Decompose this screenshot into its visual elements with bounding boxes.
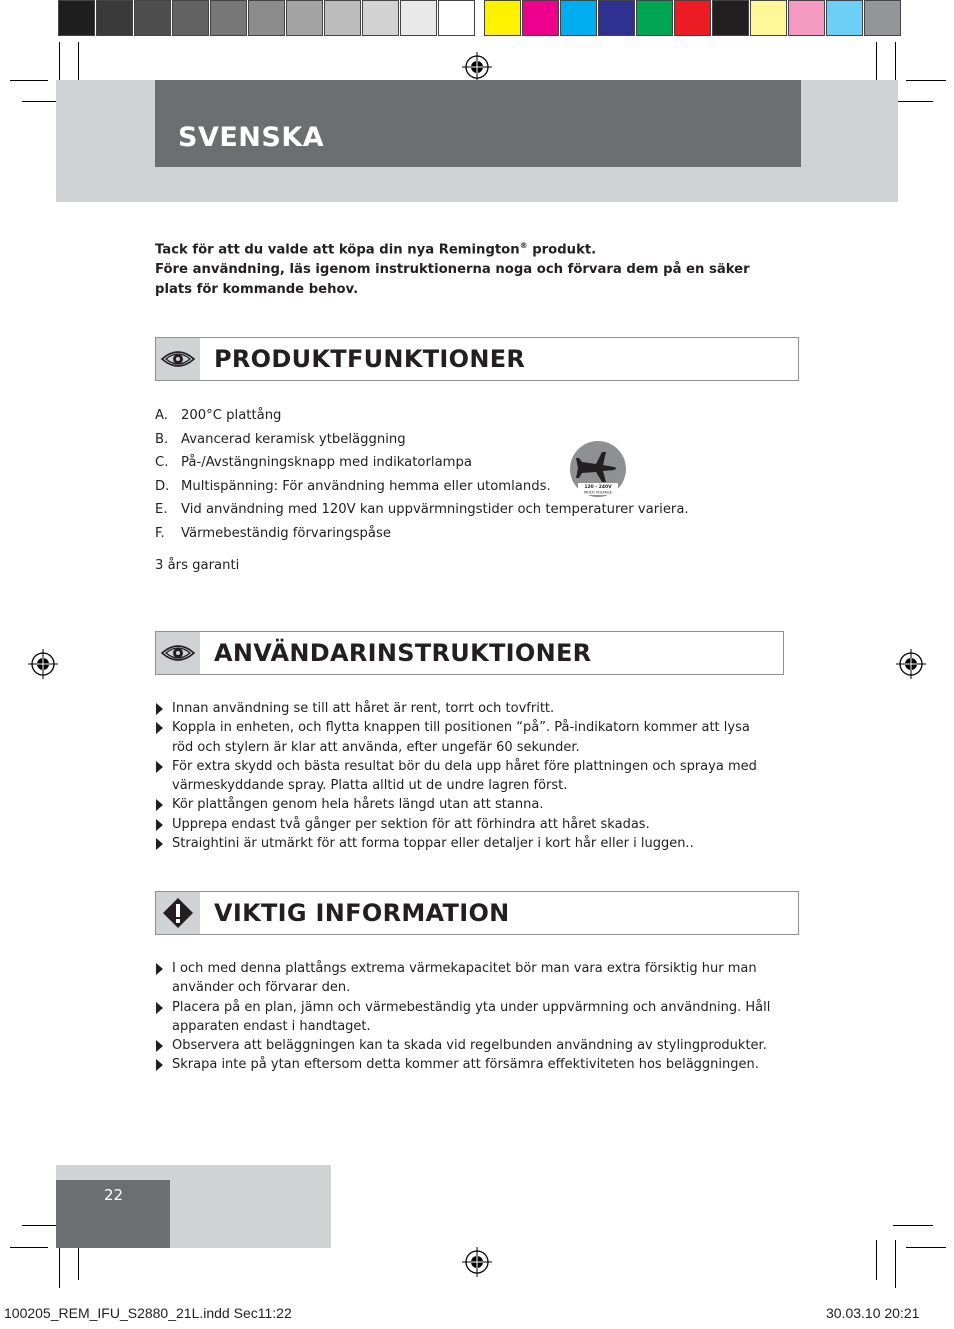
footer-date: 30.03.10 20:21	[826, 1305, 920, 1321]
intro-line-1b: produkt.	[527, 242, 597, 258]
crop-mark	[876, 1240, 877, 1280]
crop-mark	[895, 1240, 896, 1288]
list-item: Skrapa inte på ytan eftersom detta kommer att försämra effektiviteten hos beläggningen.	[155, 1055, 795, 1074]
page-title: SVENSKA	[178, 122, 325, 153]
color-swatch	[598, 0, 635, 36]
bullet-arrow-icon	[156, 1040, 163, 1052]
section-header-instructions	[155, 631, 784, 675]
color-swatch	[362, 0, 399, 36]
color-swatch	[96, 0, 133, 36]
crop-mark	[893, 1225, 933, 1226]
color-swatch	[134, 0, 171, 36]
color-swatch	[750, 0, 787, 36]
color-swatch	[400, 0, 437, 36]
badge-voltage: 120 - 240V	[584, 485, 612, 490]
color-bar-grayscale	[58, 0, 476, 38]
intro-text	[155, 236, 795, 300]
color-swatch	[248, 0, 285, 36]
eye-icon	[156, 632, 200, 674]
crop-mark	[10, 80, 48, 81]
color-swatch	[826, 0, 863, 36]
color-swatch	[560, 0, 597, 36]
important-list	[155, 959, 795, 1075]
list-item: Observera att beläggningen kan ta skada vid regelbunden användning av stylingprodukter.	[155, 1036, 795, 1055]
section-title-instructions: ANVÄNDARINSTRUKTIONER	[214, 639, 592, 667]
color-swatch	[864, 0, 901, 36]
color-swatch	[210, 0, 247, 36]
airplane-multi-voltage-icon	[568, 440, 628, 498]
color-swatch	[484, 0, 521, 36]
footer-file-info: 100205_REM_IFU_S2880_21L.indd Sec11:22	[4, 1305, 292, 1321]
list-item: D. Multispänning: För användning hemma eller utomlands.	[155, 478, 551, 494]
section-header-features	[155, 337, 799, 381]
section-header-important	[155, 891, 799, 935]
bullet-arrow-icon	[156, 761, 163, 773]
color-swatch	[172, 0, 209, 36]
list-item: Koppla in enheten, och flytta knappen till positionen “på”. På-indikatorn kommer att lysa röd och stylern är klar att använda, efter ungefär 60 sekunder.	[155, 718, 795, 757]
list-item: För extra skydd och bästa resultat bör du dela upp håret före plattningen och spraya med värmeskyddande spray. Platta alltid ut de undre lagren först.	[155, 757, 795, 796]
list-item: Straightini är utmärkt för att forma toppar eller detaljer i kort hår eller i luggen..	[155, 834, 795, 853]
color-swatch	[324, 0, 361, 36]
registration-mark-icon	[28, 649, 58, 679]
registered-mark: ®	[519, 241, 528, 250]
color-swatch	[438, 0, 475, 36]
color-swatch	[788, 0, 825, 36]
bullet-arrow-icon	[156, 799, 163, 811]
section-title-important: VIKTIG INFORMATION	[214, 899, 510, 927]
list-item: A. 200°C plattång	[155, 408, 282, 423]
registration-mark-icon	[896, 649, 926, 679]
bullet-arrow-icon	[156, 1059, 163, 1071]
color-swatch	[712, 0, 749, 36]
crop-mark	[893, 101, 933, 102]
list-item: C. På-/Avstängningsknapp med indikatorlampa	[155, 455, 472, 471]
bullet-arrow-icon	[156, 703, 163, 715]
list-item: I och med denna plattångs extrema värmekapacitet bör man vara extra försiktig hur man använder och förvarar den.	[155, 959, 795, 998]
bullet-arrow-icon	[156, 819, 163, 831]
intro-line-1a: Tack för att du valde att köpa din nya Remington	[155, 242, 520, 258]
bullet-arrow-icon	[156, 963, 163, 975]
warning-icon	[156, 892, 200, 934]
list-item: Innan användning se till att håret är rent, torrt och tovfritt.	[155, 699, 795, 718]
crop-mark	[906, 1247, 946, 1248]
list-item: Upprepa endast två gånger per sektion för att förhindra att håret skadas.	[155, 815, 795, 834]
color-swatch	[58, 0, 95, 36]
eye-icon	[156, 338, 200, 380]
badge-label: MULTI VOLTAGE	[584, 490, 612, 495]
list-item: B. Avancerad keramisk ytbeläggning	[155, 431, 406, 447]
color-bar-cmyk	[484, 0, 902, 38]
warranty-text: 3 års garanti	[155, 558, 240, 573]
section-title-features: PRODUKTFUNKTIONER	[214, 345, 526, 373]
page-number: 22	[104, 1186, 124, 1204]
intro-line-3: plats för kommande behov.	[155, 282, 359, 298]
list-item: E. Vid användning med 120V kan uppvärmningstider och temperaturer variera.	[155, 502, 689, 518]
color-swatch	[286, 0, 323, 36]
color-swatch	[522, 0, 559, 36]
crop-mark	[10, 1247, 48, 1248]
bullet-arrow-icon	[156, 838, 163, 850]
bullet-arrow-icon	[156, 1002, 163, 1014]
list-item: F. Värmebeständig förvaringspåse	[155, 525, 391, 541]
crop-mark	[906, 80, 946, 81]
intro-line-2: Före användning, läs igenom instruktionerna noga och förvara dem på en säker	[155, 262, 750, 278]
list-item: Placera på en plan, jämn och värmebeständig yta under uppvärmning och användning. Håll apparaten endast i handtaget.	[155, 998, 795, 1037]
list-item: Kör plattången genom hela hårets längd utan att stanna.	[155, 795, 795, 814]
registration-mark-icon	[462, 1247, 492, 1277]
bullet-arrow-icon	[156, 722, 163, 734]
instructions-list	[155, 699, 795, 853]
registration-mark-icon	[462, 52, 492, 82]
color-swatch	[636, 0, 673, 36]
color-swatch	[674, 0, 711, 36]
